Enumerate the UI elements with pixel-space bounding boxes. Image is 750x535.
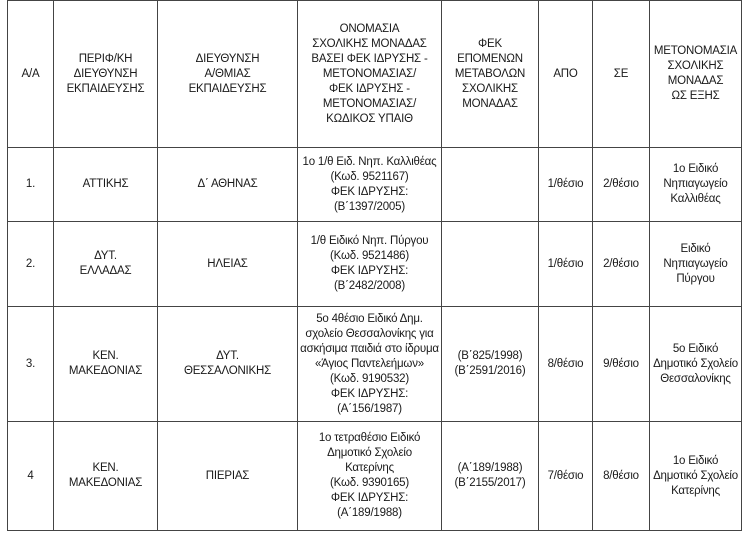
cell-text: 4 [27, 469, 34, 482]
cell-to [593, 148, 650, 222]
cell-directorate [158, 148, 298, 222]
cell-text: (Α΄189/1988) (Β΄2155/2017) [454, 462, 526, 489]
cell-text: (Β΄825/1998) (Β΄2591/2016) [454, 350, 526, 377]
header-label: ΦΕΚ ΕΠΟΜΕΝΩΝ ΜΕΤΑΒΟΛΩΝ ΣΧΟΛΙΚΗΣ ΜΟΝΑΔΑΣ [454, 37, 526, 110]
header-cell-fek-changes [442, 1, 539, 148]
header-cell-region [54, 1, 158, 148]
cell-directorate [158, 222, 298, 307]
cell-to [593, 422, 650, 531]
cell-text: 5ο Ειδικό Δημοτικό Σχολείο Θεσσαλονίκης [653, 342, 738, 385]
cell-text: ΗΛΕΙΑΣ [207, 257, 248, 270]
cell-name [298, 222, 442, 307]
cell-from [539, 222, 593, 307]
header-cell-name [298, 1, 442, 148]
cell-to [593, 307, 650, 422]
cell-text: 7/θέσιο [547, 469, 584, 482]
cell-text: 1/θέσιο [547, 178, 584, 190]
cell-fek-changes [442, 422, 539, 531]
cell-text: 1/θέσιο [547, 257, 584, 270]
cell-region [54, 307, 158, 422]
cell-text: 2. [25, 257, 36, 270]
cell-name [298, 307, 442, 422]
cell-name [298, 148, 442, 222]
header-label: ΑΠΟ [553, 67, 578, 80]
header-row [8, 1, 742, 148]
cell-name [298, 422, 442, 531]
header-label: ΜΕΤΟΝΟΜΑΣΙΑ ΣΧΟΛΙΚΗΣ ΜΟΝΑΔΑΣ ΩΣ ΕΞΗΣ [653, 45, 738, 102]
cell-fek-changes [442, 307, 539, 422]
header-cell-to [593, 1, 650, 148]
cell-rename [650, 422, 742, 531]
header-label: ΔΙΕΥΘΥΝΣΗ Α/ΘΜΙΑΣ ΕΚΠΑΙΔΕΥΣΗΣ [188, 52, 267, 95]
cell-from [539, 148, 593, 222]
cell-rename [650, 307, 742, 422]
cell-text: 1/θ Ειδικό Νηπ. Πύργου (Κωδ. 9521486) ΦΕΚ ΙΔΡΥΣΗΣ: (Β΄2482/2008) [310, 235, 429, 292]
cell-text: 8/θέσιο [603, 469, 639, 482]
cell-region [54, 148, 158, 222]
table-row [8, 148, 742, 222]
table-row [8, 422, 742, 531]
cell-text: 2/θέσιο [603, 257, 639, 270]
cell-text: Ειδικό Νηπιαγωγείο Πύργου [663, 242, 728, 285]
header-label: ΠΕΡΙΦ/ΚΗ ΔΙΕΥΘΥΝΣΗ ΕΚΠΑΙΔΕΥΣΗΣ [66, 52, 145, 95]
cell-region [54, 422, 158, 531]
header-label: Α/Α [21, 67, 40, 80]
cell-text: 1ο 1/θ Ειδ. Νηπ. Καλλιθέας (Κωδ. 9521167) ΦΕΚ ΙΔΡΥΣΗΣ: (Β΄1397/2005) [302, 155, 437, 213]
cell-from [539, 307, 593, 422]
cell-text: 3. [25, 357, 36, 370]
cell-rename [650, 222, 742, 307]
cell-region [54, 222, 158, 307]
cell-text: Δ΄ ΑΘΗΝΑΣ [197, 178, 258, 190]
cell-text: 9/θέσιο [603, 357, 639, 370]
header-label: ΟΝΟΜΑΣΙΑ ΣΧΟΛΙΚΗΣ ΜΟΝΑΔΑΣ ΒΑΣΕΙ ΦΕΚ ΙΔΡΥΣΗΣ - ΜΕΤΟΝΟΜΑΣΙΑΣ/ ΦΕΚ ΙΔΡΥΣΗΣ - ΜΕΤΟΝΟΜΑΣΙΑΣ/ ΚΩΔΙΚΟΣ ΥΠΑΙΘ [311, 22, 428, 125]
cell-text: ΚΕΝ. ΜΑΚΕΔΟΝΙΑΣ [68, 350, 143, 377]
cell-to [593, 222, 650, 307]
cell-text: ΔΥΤ. ΕΛΛΑΔΑΣ [79, 250, 132, 277]
cell-text: 5ο 4θέσιο Ειδικό Δημ. σχολείο Θεσσαλονίκης για ασκήσιμα παιδιά στο ίδρυμα «Άγιος Παντελεήμων» (Κωδ. 9190532) ΦΕΚ ΙΔΡΥΣΗΣ: (Α΄156/1987) [300, 312, 439, 415]
table-row [8, 307, 742, 422]
cell-directorate [158, 307, 298, 422]
header-cell-rename [650, 1, 742, 148]
cell-aa [8, 222, 54, 307]
cell-text: 2/θέσιο [603, 178, 639, 190]
cell-text: ΔΥΤ. ΘΕΣΣΑΛΟΝΙΚΗΣ [183, 350, 272, 377]
header-cell-from [539, 1, 593, 148]
header-label: ΣΕ [613, 67, 629, 80]
cell-text: 1ο Ειδικό Δημοτικό Σχολείο Κατερίνης [653, 454, 738, 497]
cell-aa [8, 307, 54, 422]
cell-aa [8, 422, 54, 531]
cell-text: 8/θέσιο [547, 357, 584, 370]
cell-aa [8, 148, 54, 222]
cell-text: ΚΕΝ. ΜΑΚΕΔΟΝΙΑΣ [68, 462, 143, 489]
cell-text: ΑΤΤΙΚΗΣ [82, 178, 129, 190]
cell-fek-changes [442, 148, 539, 222]
school-units-table [7, 0, 742, 531]
table-row [8, 222, 742, 307]
cell-fek-changes [442, 222, 539, 307]
cell-text: ΠΙΕΡΙΑΣ [205, 469, 250, 482]
cell-directorate [158, 422, 298, 531]
header-cell-directorate [158, 1, 298, 148]
cell-rename [650, 148, 742, 222]
cell-text: 1ο τετραθέσιο Ειδικό Δημοτικό Σχολείο Κατερίνης (Κωδ. 9390165) ΦΕΚ ΙΔΡΥΣΗΣ: (Α΄189/1988) [318, 432, 421, 519]
cell-from [539, 422, 593, 531]
cell-text: 1ο Ειδικό Νηπιαγωγείο Καλλιθέας [663, 163, 728, 205]
header-cell-aa [8, 1, 54, 148]
cell-text: 1. [25, 178, 36, 190]
